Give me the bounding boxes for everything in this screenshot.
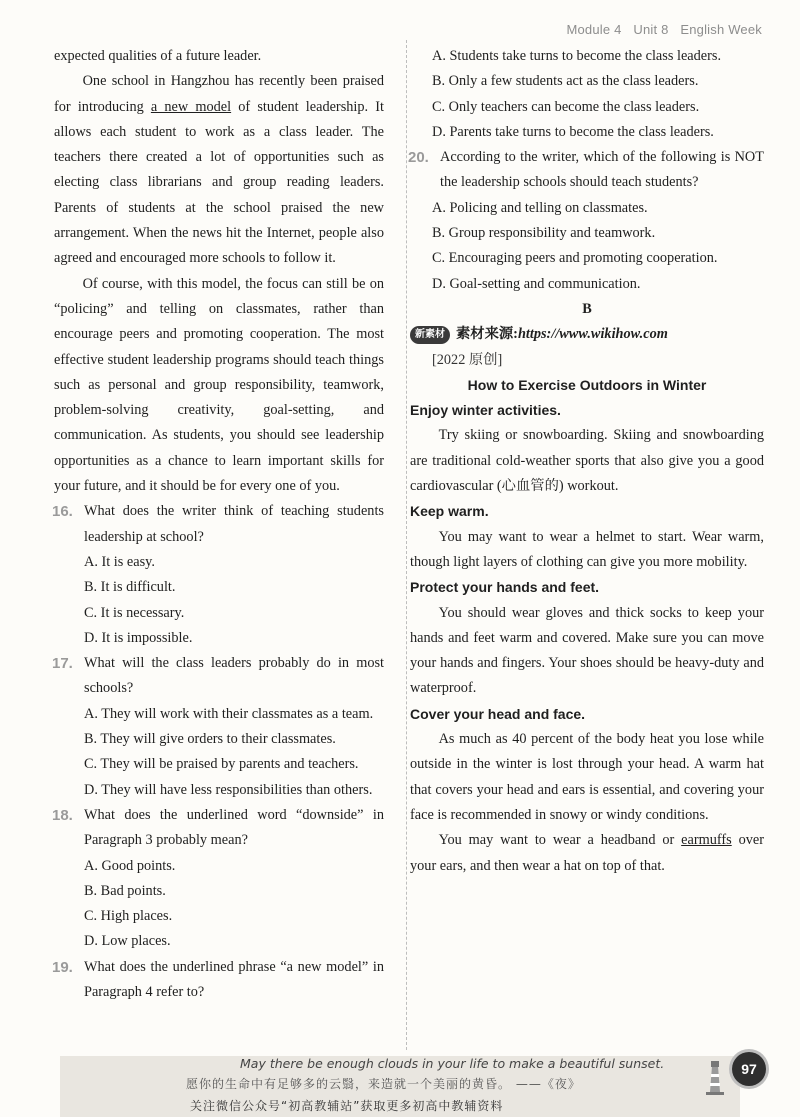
q19-option-a: A. Students take turns to become the class leaders. [432, 48, 722, 64]
question-20 [410, 145, 764, 196]
article-title: How to Exercise Outdoors in Winter [467, 376, 707, 393]
footer-notice: 关注微信公众号“初高教辅站”获取更多初高中教辅资料 [190, 1099, 504, 1113]
page-number: 97 [732, 1052, 766, 1086]
question-text: What will the class leaders probably do in most schools? [84, 655, 384, 697]
question-19 [54, 955, 384, 1006]
q16-option-b: B. It is difficult. [84, 579, 176, 596]
article-paragraph-1: Try skiing or snowboarding. Skiing and snowboarding are traditional cold-weather sports that also give you a good cardiovascular (心血管的) workout. [410, 427, 764, 495]
article-paragraph-5 [410, 828, 764, 879]
left-column [54, 44, 384, 1005]
subheading-1: Enjoy winter activities. [410, 402, 561, 419]
q20-option-d: D. Goal-setting and communication. [432, 275, 641, 292]
question-number: 17. [52, 655, 73, 673]
q16-option-d: D. It is impossible. [84, 629, 193, 646]
q19-option-b: B. Only a few students act as the class leaders. [432, 73, 699, 90]
header-module: Module 4 [566, 22, 622, 37]
q20-option-c: C. Encouraging peers and promoting cooperation. [432, 250, 718, 267]
q16-option-c: C. It is necessary. [84, 604, 185, 621]
paragraph-4-text-b: of student leadership. It allows each student to work as a class leader. The teachers there created a lot of opportunities such as electing class librarians and group reading leaders. Parents of students at the school praised the new arrangement. When the news hit the Internet, people also agreed and encouraged more schools to follow it. [54, 98, 384, 267]
question-text: What does the underlined word “downside” in Paragraph 3 probably mean? [84, 806, 384, 849]
source-label: 素材来源: [456, 326, 518, 343]
right-column [410, 44, 764, 879]
subheading-3: Protect your hands and feet. [410, 579, 600, 596]
running-header [558, 22, 762, 37]
lighthouse-icon [704, 1058, 726, 1098]
new-material-badge: 新素材 [410, 326, 450, 344]
paragraph-continuation: expected qualities of a future leader. [54, 48, 262, 64]
article-paragraph-2: You may want to wear a helmet to start. Wear warm, though light layers of clothing can give you more mobility. [410, 528, 764, 570]
q18-option-b: B. Bad points. [84, 882, 166, 899]
question-text: According to the writer, which of the following is NOT the leadership schools should teach students? [440, 149, 764, 191]
q20-option-b: B. Group responsibility and teamwork. [432, 225, 656, 242]
paragraph-5: Of course, with this model, the focus can still be on “policing” and telling on classmates, rather than encourage peers and promoting cooperation. The most effective student leadership programs should teach things such as personal and group responsibility, teamwork, problem-solving creativity, goal-setting, and communication. As students, you should see leadership opportunities as a chance to learn important skills for your future, and it should be for every one of you. [54, 275, 384, 495]
question-17 [54, 651, 384, 702]
source-url: https://www.wikihow.com [517, 326, 668, 343]
question-number: 20. [408, 149, 429, 167]
q18-option-a: A. Good points. [84, 857, 176, 874]
q17-option-a: A. They will work with their classmates as a team. [84, 705, 374, 722]
underlined-word-earmuffs: earmuffs [681, 832, 732, 849]
q16-option-a: A. It is easy. [84, 553, 155, 570]
paragraph-4-text-a: One school in Hangzhou has recently been praised for introducing [54, 73, 384, 115]
section-b-heading: B [582, 300, 592, 317]
paragraph-5-text-b: over your ears, and then wear a hat on top of that. [410, 832, 765, 874]
original-tag: [2022 原创] [432, 351, 503, 368]
question-text: What does the underlined phrase “a new model” in Paragraph 4 refer to? [84, 958, 384, 1000]
subheading-4: Cover your head and face. [410, 705, 586, 722]
subheading-2: Keep warm. [410, 503, 489, 520]
paragraph-4 [54, 69, 384, 271]
q18-option-c: C. High places. [84, 908, 173, 925]
underlined-phrase-new-model: a new model [150, 98, 232, 115]
q19-option-d: D. Parents take turns to become the class leaders. [432, 123, 714, 140]
question-number: 16. [52, 503, 73, 521]
header-title: English Week [680, 22, 762, 37]
material-source [410, 322, 764, 347]
question-number: 18. [52, 806, 73, 824]
q18-option-d: D. Low places. [84, 933, 171, 950]
paragraph-5-text-a: You may want to wear a headband or [438, 832, 682, 849]
article-paragraph-4: As much as 40 percent of the body heat you lose while outside in the winter is lost through your head. A warm hat that covers your head and ears is essential, and covering your face is recommended in snowy or windy conditions. [410, 731, 764, 823]
header-unit: Unit 8 [633, 22, 669, 37]
q17-option-b: B. They will give orders to their classmates. [84, 731, 336, 748]
question-text: What does the writer think of teaching students leadership at school? [84, 503, 384, 545]
footer-quote-chinese: 愿你的生命中有足够多的云翳，来造就一个美丽的黄昏。 ——《夜》 [186, 1077, 581, 1091]
footer-quote-english: May there be enough clouds in your life to make a beautiful sunset. [240, 1056, 665, 1071]
question-18 [54, 803, 384, 854]
question-number: 19. [52, 958, 73, 976]
article-paragraph-3: You should wear gloves and thick socks to keep your hands and feet warm and covered. Make sure you can move your hands and fingers. Your shoes should be heavy-duty and waterproof. [410, 604, 764, 697]
q20-option-a: A. Policing and telling on classmates. [432, 199, 648, 216]
q17-option-c: C. They will be praised by parents and teachers. [84, 756, 359, 773]
q17-option-d: D. They will have less responsibilities than others. [84, 781, 373, 798]
question-16 [54, 499, 384, 550]
q19-option-c: C. Only teachers can become the class leaders. [432, 98, 700, 115]
column-divider [406, 40, 407, 1050]
